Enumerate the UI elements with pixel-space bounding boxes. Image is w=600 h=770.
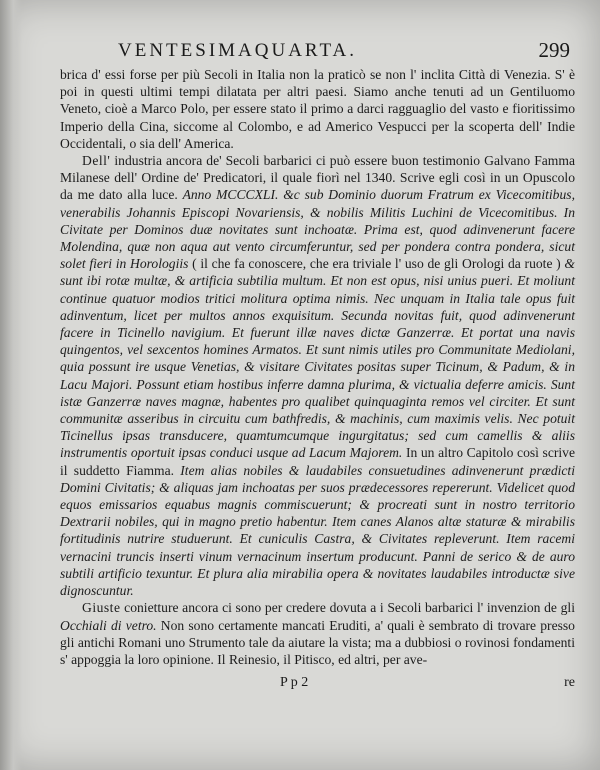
italian-transition: In un altro Capitolo così scrive il suddetto Fiamma. <box>60 445 576 478</box>
page-number: 299 <box>538 38 570 62</box>
catchword: re <box>564 675 575 690</box>
paragraph-3-text-b: Non sono certamente mancati Eruditi, a' quali è sembrato di trovare presso gli antichi Romani uno Strumento tale da aiutare la vista; ma a dubbiosi o rovinosi fondamenti s' appoggia la loro opinione. Il Reinesio, il Pitisco, ed altri, per ave- <box>60 617 575 667</box>
paragraph-3 <box>60 599 575 668</box>
paragraph-3-lead-word: Giuste <box>82 600 121 616</box>
page-footer <box>60 675 575 699</box>
paragraph-2-lead-word: Dell' <box>82 153 111 169</box>
paragraph-2-intro: industria ancora de' Secoli barbarici ci può essere buon testimonio Galvano Famma Milanese dell' Ordine de' Predicatori, il quale fiorì nel 1340. Scrive egli così in un Opuscolo da me dato alla luce. <box>60 153 575 203</box>
page-body <box>60 66 575 668</box>
italian-aside: ( il che fa conoscere, che era triviale l' uso de gli Orologi da ruote ) <box>192 256 561 272</box>
latin-quote-1: Anno MCCCXLI. &c sub Dominio duorum Fratrum ex Vicecomitibus, venerabilis Johannis Episcopi Novariensis, & nobilis Militis Luchini de Vicecomitibus. In Civitate per Dominos duæ novitates sunt inchoatæ. Prima est, quod adinvenerunt facere Molendina, quæ non aqua aut vento circumferuntur, sed per pondera contra pondera, sicut solet fieri in Horologiis <box>60 187 575 272</box>
paragraph-3-italic-term: Occhiali di vetro. <box>60 617 157 633</box>
signature-mark: P p 2 <box>280 675 309 690</box>
page-gutter-shadow <box>0 0 22 770</box>
paragraph-2 <box>60 152 575 599</box>
latin-quote-3: Item alias nobiles & laudabiles consuetudines adinvenerunt prædicti Domini Civitatis; & aliquas jam inchoatas per suos prædecessores repererunt. Videlicet quod equos emissarios equabus magnis commiscuerunt; & procreati sunt in nostro territorio Dextrarii nobiles, qui in magno pretio habentur. Item canes Alanos altæ staturæ & mirabilis fortitudinis nutrire studuerunt. Et cuniculis Castra, & Civitates repleverunt. Item racemi vernacini truncis inserti vinum vernacinum insertum producunt. Panni de serico & de auro subtili artificio texuntur. Et plura alia mirabilia opera & novitates laudabiles introductæ sive dignoscuntur. <box>60 462 575 599</box>
paragraph-1: brica d' essi forse per più Secoli in Italia non la praticò se non l' inclita Città di Venezia. S' è poi in questi ultimi tempi dilatata per altri paesi. Siamo anche tenuti ad un Gentiluomo Veneto, cioè a Marco Polo, per essere stato il primo a darci ragguaglio del vasto e fioritissimo Imperio della Cina, siccome al Colombo, e ad Americo Vespucci per la scoperta dell' Indie Occidentali, o sia dell' America. <box>60 67 575 151</box>
running-head: VENTESIMAQUARTA. <box>118 40 358 61</box>
latin-quote-2: & sunt ibi rotæ multæ, & artificia subtilia multum. Et non est opus, nisi unius pueri. Et moliunt continue quatuor modios tritici molitura optima nimis. Nec unquam in Italia tale opus fuit adinventum, licet per multos annos exquisitum. Secunda novitas fuit, quod adinvenerunt facere in Ticinello navigium. Et fuerunt illæ naves dictæ Ganzerræ. Et portat una navis quingentos, vel sexcentos homines Armatos. Et sunt nimis utiles pro Communitate Mediolani, quia possunt ire usque Venetias, & visitare Civitates positas super Ticinum, & Padum, & in Lacu Majori. Possunt etiam hostibus inferre damna plurima, & victualia deferre amicis. Sunt istæ Ganzerræ naves magnæ, habentes pro qualibet quinquaginta remos vel circiter. Et sunt communitæ asseribus in circuitu cum bathfredis, & machinis, cum maximis velis. Nec potuit Ticinellus ipsas transducere, quamtumcumque ingurgitatus; sed cum camellis & aliis instrumentis oportuit ipsas conduci usque ad Lacum Majorem. <box>60 256 575 461</box>
paragraph-3-text-a: conietture ancora ci sono per credere dovuta a i Secoli barbarici l' invenzion de gli <box>124 600 575 616</box>
page-header <box>60 40 570 66</box>
